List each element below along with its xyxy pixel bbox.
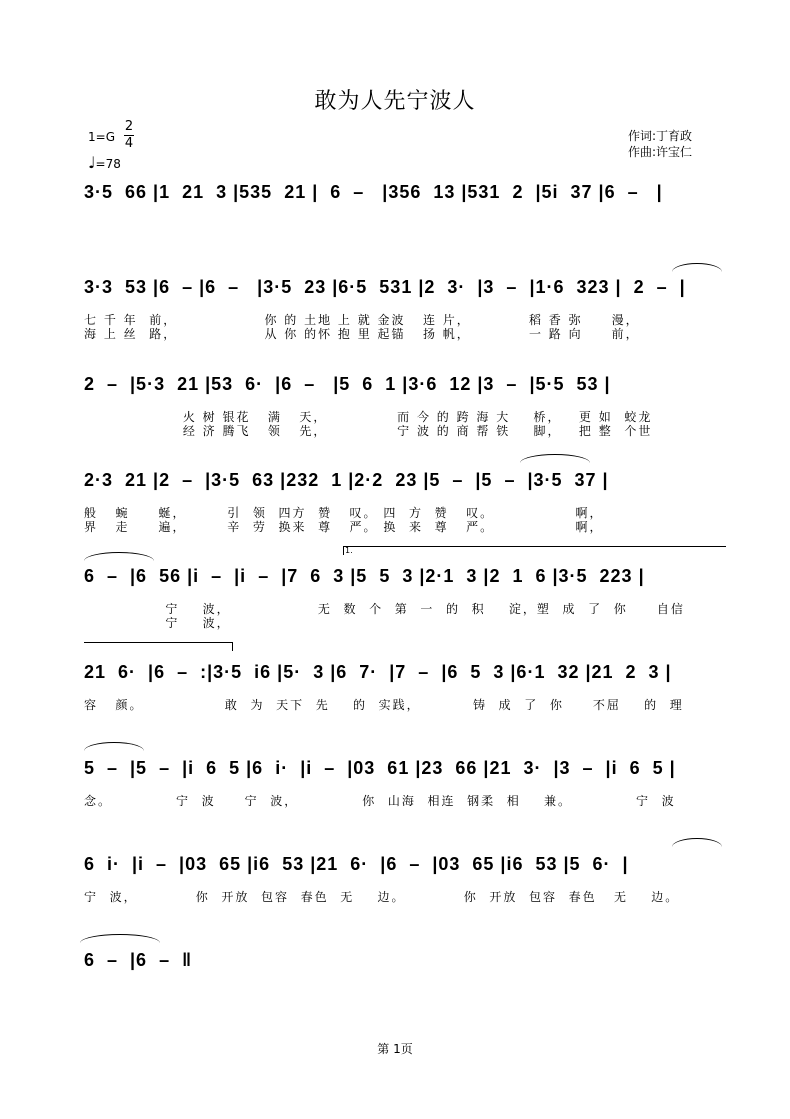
tempo-marking	[88, 153, 121, 172]
quarter-note-icon: ♩	[88, 153, 96, 172]
time-top: 2	[124, 119, 134, 134]
lyric-verse-1: 七 千 年 前， 你 的 土地 上 就 金波 连 片， 稻 香 弥 漫，	[84, 313, 640, 327]
notation-line: 2 – |5·3 21 |53 6· |6 – |5 6 1 |3·6 12 |3 – |5·5 53 |	[84, 374, 611, 394]
page-number: 第 1页	[377, 1042, 413, 1056]
lyric-verse-1: 般 蜿 蜒， 引 领 四方 赞 叹。 四 方 赞 叹。 啊，	[84, 506, 604, 520]
notation-line: 6 – |6 56 |i – |i – |7 6 3 |5 5 3 |2·1 3 |2 1 6 |3·5 223 |	[84, 566, 645, 586]
staff-system	[0, 182, 790, 272]
score-credits	[628, 128, 692, 160]
notation-line: 6 – |6 – ‖	[84, 950, 193, 970]
lyricist: 作词:丁育政	[628, 129, 693, 143]
first-ending-bracket-end	[84, 642, 233, 651]
lyric-verse-1: 宁 波， 无 数 个 第 一 的 积 淀，塑 成 了 你 自信	[84, 602, 685, 616]
lyric-verse-2: 界 走 遍， 辛 劳 换来 尊 严。 换 来 尊 严。 啊，	[84, 520, 604, 534]
notation-line: 2·3 21 |2 – |3·5 63 |232 1 |2·2 23 |5 – |5 – |3·5 37 |	[84, 470, 609, 490]
lyric-verse-1: 火 树 银花 满 天， 而 今 的 跨 海 大 桥， 更 如 蛟龙	[84, 410, 653, 424]
lyric-verse-2: 宁 波，	[84, 616, 231, 630]
key-signature: 1=G	[88, 130, 115, 144]
staff-system	[0, 662, 790, 752]
staff-system	[0, 950, 790, 1040]
lyric-verse-1: 容 颜。 敢 为 天下 先 的 实践， 铸 成 了 你 不屈 的 理	[84, 698, 684, 712]
staff-system	[0, 758, 790, 848]
composer: 作曲:许宝仁	[628, 145, 693, 159]
notation-line: 6 i· |i – |03 65 |i6 53 |21 6· |6 – |03 65 |i6 53 |5 6· |	[84, 854, 629, 874]
song-title: 敢为人先宁波人	[314, 89, 476, 114]
staff-system	[0, 277, 790, 367]
lyric-verse-1: 念。 宁 波 宁 波， 你 山海 相连 钢柔 相 兼。 宁 波	[84, 794, 676, 808]
notation-line: 5 – |5 – |i 6 5 |6 i· |i – |03 61 |23 66 |21 3· |3 – |i 6 5 |	[84, 758, 676, 778]
lyric-verse-1: 宁 波， 你 开放 包容 春色 无 边。 你 开放 包容 春色 无 边。	[84, 890, 680, 904]
notation-line: 3·5 66 |1 21 3 |535 21 | 6 – |356 13 |531 2 |5i 37 |6 – |	[84, 182, 663, 202]
lyric-verse-2: 海 上 丝 路， 从 你 的怀 抱 里 起锚 扬 帆， 一 路 向 前，	[84, 327, 640, 341]
lyric-verse-2: 经 济 腾飞 领 先， 宁 波 的 商 帮 铁 脚， 把 整 个世	[84, 424, 653, 438]
tempo-value: =78	[95, 157, 121, 171]
first-ending-number: 1.	[345, 546, 353, 555]
first-ending-bracket	[343, 546, 726, 555]
staff-system	[0, 374, 790, 464]
time-bottom: 4	[124, 136, 134, 151]
notation-line: 3·3 53 |6 – |6 – |3·5 23 |6·5 531 |2 3· |3 – |1·6 323 | 2 – |	[84, 277, 686, 297]
notation-line: 21 6· |6 – :|3·5 i6 |5· 3 |6 7· |7 – |6 5 3 |6·1 32 |21 2 3 |	[84, 662, 672, 682]
time-signature	[122, 120, 136, 151]
staff-system	[0, 854, 790, 944]
